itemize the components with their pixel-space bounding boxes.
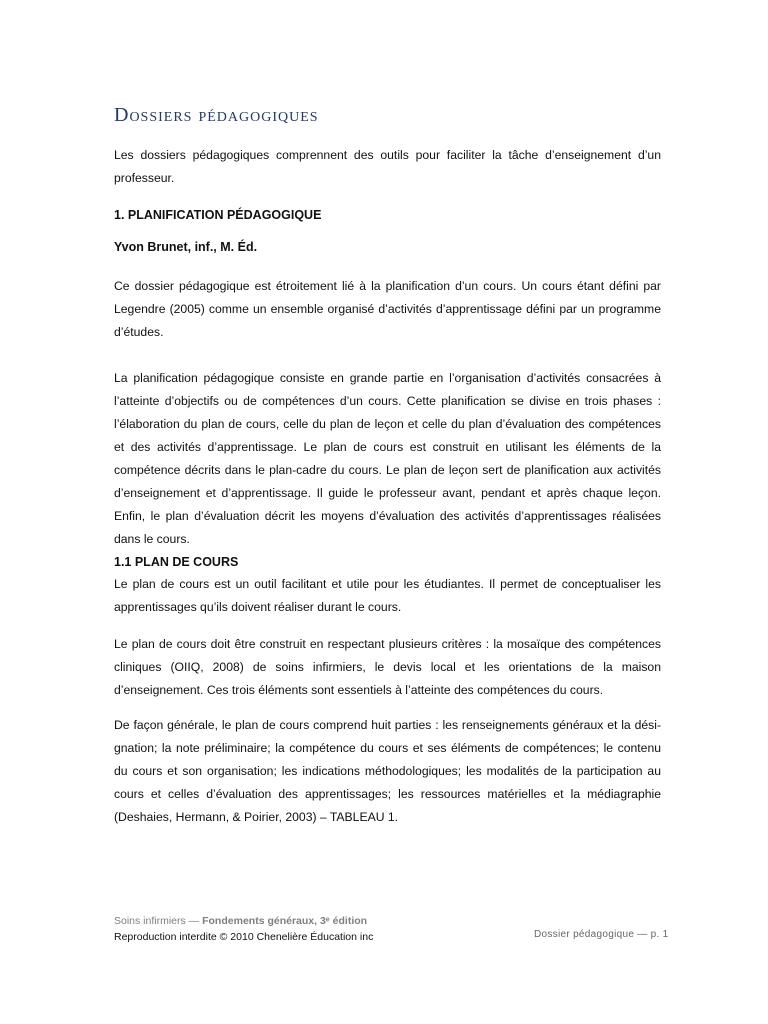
section-heading: 1. PLANIFICATION PÉDAGOGIQUE xyxy=(114,208,322,222)
footer-copyright: Reproduction interdite © 2010 Chenelière Éducation inc xyxy=(114,931,374,943)
page-title: Dossiers pédagogiques xyxy=(114,104,319,126)
footer-page-label: Dossier pédagogique — p. 1 xyxy=(534,929,669,940)
intro-paragraph: Les dossiers pédagogiques comprennent des outils pour faciliter la tâche d’enseignement d’un professeur. xyxy=(114,148,661,185)
footer-edition: Fondements généraux, 3ᵉ édition xyxy=(202,915,368,927)
paragraph-2: La planification pédagogique consiste en grande partie en l’organisation d’activités consacrées à l’atteinte d’objectifs ou de compétences d’un cours. Cette planification se divise en trois phases : l’élaboration du plan de cours, celle du plan de leçon et celle du plan d’évaluation des compétences et des activités d’apprentissage. Le plan de cours est construit en utilisant les éléments de la compétence décrits dans le plan-cadre du cours. Le plan de leçon sert de planification aux activités d’enseignement et d’apprentissage. Il guide le professeur avant, pendant et après chaque leçon. Enfin, le plan d’évaluation décrit les moyens d’évaluation des activités d’apprentissages réalisées dans le cours. xyxy=(114,371,661,546)
paragraph-4: Le plan de cours doit être construit en respectant plusieurs critères : la mosaïque des compétences cliniques (OIIQ, 2008) de soins infirmiers, le devis local et les orientations de la maison d’enseignement. Ces trois éléments sont essentiels à l’atteinte des compétences du cours. xyxy=(114,637,661,697)
paragraph-1: Ce dossier pédagogique est étroitement lié à la planification d’un cours. Un cours étant défini par Legendre (2005) comme un ensemble organisé d’activités d’apprentissage défini par un programme d’études. xyxy=(114,279,661,339)
subsection-heading: 1.1 PLAN DE COURS xyxy=(114,555,239,569)
paragraph-5: De façon générale, le plan de cours comprend huit parties : les renseignements généraux et la désignation; la note préliminaire; la compétence du cours et ses éléments de compétences; le contenu du cours et son organisation; les indications méthodologiques; les modalités de la participation au cours et celles d’évaluation des apprentissages; les ressources matérielles et la médiagraphie (Deshaies, Hermann, & Poirier, 2003) – TABLEAU 1. xyxy=(114,718,661,824)
footer-book-title xyxy=(114,913,373,929)
author-line: Yvon Brunet, inf., M. Éd. xyxy=(114,240,258,254)
footer-left xyxy=(114,913,373,945)
footer-series: Soins infirmiers — xyxy=(114,915,203,927)
paragraph-3: Le plan de cours est un outil facilitant et utile pour les étudiantes. Il permet de conceptualiser les apprentissages qu’ils doivent réaliser durant le cours. xyxy=(114,577,661,614)
